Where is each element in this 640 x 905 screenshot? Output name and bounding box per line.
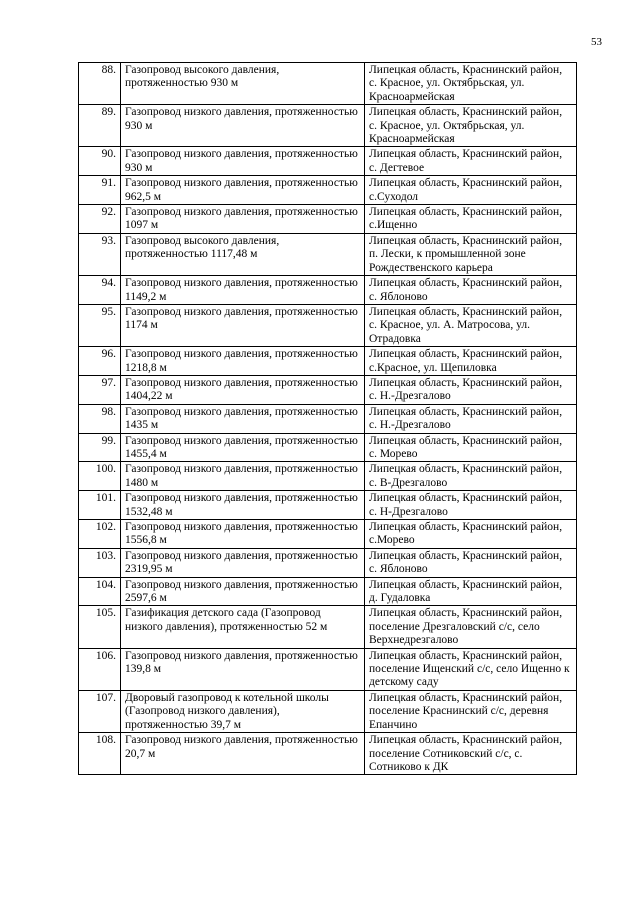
object-address: Липецкая область, Краснинский район, с. Красное, ул. Октябрьская, ул. Красноармейская <box>365 105 577 147</box>
object-address: Липецкая область, Краснинский район, с. Морево <box>365 433 577 462</box>
object-name: Газопровод высокого давления, протяженностью 1117,48 м <box>121 233 365 275</box>
table-row <box>79 690 577 732</box>
object-name: Газопровод низкого давления, протяженностью 2597,6 м <box>121 577 365 606</box>
table-row <box>79 205 577 234</box>
table-row <box>79 577 577 606</box>
object-address: Липецкая область, Краснинский район, поселение Ищенский с/с, село Ищенно к детскому саду <box>365 648 577 690</box>
row-number: 88. <box>79 63 121 105</box>
row-number: 105. <box>79 606 121 648</box>
row-number: 90. <box>79 147 121 176</box>
table-row <box>79 63 577 105</box>
object-name: Газопровод низкого давления, протяженностью 1480 м <box>121 462 365 491</box>
row-number: 97. <box>79 375 121 404</box>
row-number: 94. <box>79 276 121 305</box>
row-number: 100. <box>79 462 121 491</box>
object-address: Липецкая область, Краснинский район, с.Суходол <box>365 176 577 205</box>
object-name: Газопровод низкого давления, протяженностью 1218,8 м <box>121 347 365 376</box>
object-name: Газопровод низкого давления, протяженностью 2319,95 м <box>121 548 365 577</box>
table-row <box>79 276 577 305</box>
object-address: Липецкая область, Краснинский район, поселение Сотниковский с/с, с. Сотниково к ДК <box>365 733 577 775</box>
object-address: Липецкая область, Краснинский район, с. Дегтевое <box>365 147 577 176</box>
object-address: Липецкая область, Краснинский район, поселение Краснинский с/с, деревня Епанчино <box>365 690 577 732</box>
table-row <box>79 176 577 205</box>
table-row <box>79 606 577 648</box>
table-row <box>79 233 577 275</box>
object-address: Липецкая область, Краснинский район, д. Гудаловка <box>365 577 577 606</box>
row-number: 98. <box>79 404 121 433</box>
table-row <box>79 733 577 775</box>
object-address: Липецкая область, Краснинский район, с.Ищенно <box>365 205 577 234</box>
table-row <box>79 404 577 433</box>
row-number: 106. <box>79 648 121 690</box>
row-number: 95. <box>79 304 121 346</box>
row-number: 107. <box>79 690 121 732</box>
row-number: 102. <box>79 520 121 549</box>
row-number: 92. <box>79 205 121 234</box>
object-name: Газопровод высокого давления, протяженностью 930 м <box>121 63 365 105</box>
object-name: Газопровод низкого давления, протяженностью 930 м <box>121 147 365 176</box>
object-name: Газопровод низкого давления, протяженностью 139,8 м <box>121 648 365 690</box>
row-number: 99. <box>79 433 121 462</box>
object-address: Липецкая область, Краснинский район, с. Н.-Дрезгалово <box>365 375 577 404</box>
object-address: Липецкая область, Краснинский район, с. Н.-Дрезгалово <box>365 404 577 433</box>
table-row <box>79 648 577 690</box>
row-number: 89. <box>79 105 121 147</box>
object-name: Газопровод низкого давления, протяженностью 1556,8 м <box>121 520 365 549</box>
gas-pipeline-registry-table <box>78 62 577 775</box>
table-row <box>79 491 577 520</box>
object-name: Газопровод низкого давления, протяженностью 20,7 м <box>121 733 365 775</box>
object-name: Газопровод низкого давления, протяженностью 930 м <box>121 105 365 147</box>
table-row <box>79 520 577 549</box>
object-address: Липецкая область, Краснинский район, с.Морево <box>365 520 577 549</box>
object-name: Газификация детского сада (Газопровод низкого давления), протяженностью 52 м <box>121 606 365 648</box>
row-number: 91. <box>79 176 121 205</box>
page-number: 53 <box>591 36 602 48</box>
object-name: Газопровод низкого давления, протяженностью 1532,48 м <box>121 491 365 520</box>
object-address: Липецкая область, Краснинский район, с. Яблоново <box>365 276 577 305</box>
object-name: Газопровод низкого давления, протяженностью 1404,22 м <box>121 375 365 404</box>
object-name: Газопровод низкого давления, протяженностью 1455,4 м <box>121 433 365 462</box>
object-address: Липецкая область, Краснинский район, п. Лески, к промышленной зоне Рождественского карьера <box>365 233 577 275</box>
row-number: 103. <box>79 548 121 577</box>
row-number: 96. <box>79 347 121 376</box>
row-number: 93. <box>79 233 121 275</box>
object-address: Липецкая область, Краснинский район, с. Красное, ул. А. Матросова, ул. Отрадовка <box>365 304 577 346</box>
object-address: Липецкая область, Краснинский район, с.Красное, ул. Щепиловка <box>365 347 577 376</box>
object-name: Газопровод низкого давления, протяженностью 1435 м <box>121 404 365 433</box>
object-name: Газопровод низкого давления, протяженностью 1097 м <box>121 205 365 234</box>
object-name: Газопровод низкого давления, протяженностью 1174 м <box>121 304 365 346</box>
table-row <box>79 548 577 577</box>
object-name: Газопровод низкого давления, протяженностью 962,5 м <box>121 176 365 205</box>
object-name: Дворовый газопровод к котельной школы (Газопровод низкого давления), протяженностью 39,7 м <box>121 690 365 732</box>
table-row <box>79 375 577 404</box>
object-address: Липецкая область, Краснинский район, с. В-Дрезгалово <box>365 462 577 491</box>
row-number: 108. <box>79 733 121 775</box>
object-address: Липецкая область, Краснинский район, с. Красное, ул. Октябрьская, ул. Красноармейская <box>365 63 577 105</box>
table-row <box>79 105 577 147</box>
row-number: 101. <box>79 491 121 520</box>
object-name: Газопровод низкого давления, протяженностью 1149,2 м <box>121 276 365 305</box>
object-address: Липецкая область, Краснинский район, с. Н-Дрезгалово <box>365 491 577 520</box>
table-row <box>79 462 577 491</box>
table-row <box>79 347 577 376</box>
table-row <box>79 433 577 462</box>
table-row <box>79 304 577 346</box>
table-row <box>79 147 577 176</box>
object-address: Липецкая область, Краснинский район, поселение Дрезгаловский с/с, село Верхнедрезгалово <box>365 606 577 648</box>
object-address: Липецкая область, Краснинский район, с. Яблоново <box>365 548 577 577</box>
row-number: 104. <box>79 577 121 606</box>
